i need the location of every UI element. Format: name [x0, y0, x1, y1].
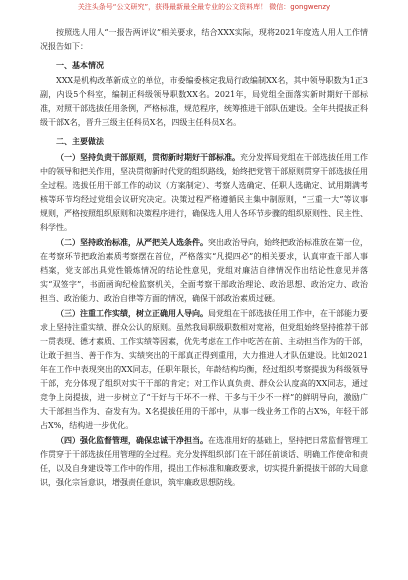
item-4-lead: （四）强化监督管理，确保忠诚干净担当。	[56, 435, 208, 445]
item-3-lead: （三）注重工作实绩，树立正确用人导向。	[56, 308, 208, 318]
document-body	[40, 26, 368, 490]
item-1-lead: （一）坚持负责干部原则，贯彻新时期好干部标准。	[56, 152, 240, 162]
section-1-heading: 一、基本情况	[56, 60, 104, 70]
top-banner: 关注头条号“公文研究”，获得最新最全最专业的公文资料库！ 微信：gongwenzy	[77, 3, 331, 11]
item-2-body: 突出政治导向，始终把政治标准放在第一位，在考察环节把政治素质考察摆在首位，严格落实“凡提四必”的相关要求，认真审查干部人事档案，党支部出具党性锻炼情况的结论性意见，党组对廉洁自律情况作出结论性意见并落实“双签字”，书面函询纪检监察机关，全面考察干部政治理论、政治思想、政治定力、政治担当、政治能力、政治自律等方面的情况，确保干部政治素质过硬。	[40, 238, 368, 303]
item-1	[40, 150, 368, 235]
item-2	[40, 235, 368, 306]
item-4-body: 在选准用好的基础上，坚持把日常监督管理工作贯穿于干部选拔任用管理的全过程。充分发挥组织部门在干部任前谈话、明确工作使命和责任，以及自身建设等工作中的作用，提出工作标准和廉政要求，切实提升新提拔干部的大局意识，强化宗旨意识，增强责任意识，筑牢廉政思想防线。	[40, 436, 368, 487]
item-2-lead: （二）坚持政治标准，从严把关人选条件。	[56, 237, 208, 247]
item-1-body: 充分发挥局党组在干部选拔任用工作中的领导和把关作用，坚决贯彻新时代党的组织路线，始终把党管干部原则贯穿干部选拔任用全过程。选拔任用干部工作的动议（方案制定）、考察人选确定、任职人选确定、试用期满考核等环节均经过党组会议研究决定。决策过程严格遵循民主集中制原则，“三重一大”等议事规则，严格按照组织原则和决策程序进行，确保选人用人各环节步骤的组织原则性、民主性、科学性。	[40, 153, 368, 232]
section-1-body: XXX是机构改革新成立的单位，市委编委核定我局行政编制XX名，其中领导职数为1正3副，内设5个科室，编制正科级领导职数XX名。2021年，局党组全面落实新时期好干部标准，对照干部选拔任用条例，严格标准，规范程序，统筹推进干部队伍建设。全年共提拔正科级干部X名，晋升三级主任科员X名，四级主任科员X名。	[40, 76, 368, 127]
item-4	[40, 433, 368, 490]
item-3-body: 局党组在干部选拔任用工作中，在干部能力要求上坚持注重实绩、群众公认的原则。虽然我局职级职数相对宽裕，但党组始终坚持推荐干部一贯表现、德才素质、工作实绩等因素，优先考虑在工作中吃苦在前、主动担当作为的干部，让敢于担当、善于作为、实绩突出的干部真正得到重用，大力推进人才队伍建设。比如2021年在工作中表现突出的XX同志，任职年限长，年龄结构均衡，经过组织考察提拔为科级领导干部，充分体现了组织对实干干部的肯定；对工作认真负责、群众公认度高的XX同志，通过竞争上岗提拔，进一步树立了“干好与干坏不一样、干多与干少不一样”的鲜明导向，激励广大干部担当作为、奋发有为。X名提拔任用的干部中，从事一线业务工作的占X%，年轻干部占X%，结构进一步优化。	[40, 309, 368, 430]
item-3	[40, 306, 368, 433]
intro-paragraph: 按照选人用人“一报告两评议”相关要求，结合XXX实际，现将2021年度选人用人工作情况报告如下：	[40, 28, 368, 51]
section-2-heading: 二、主要做法	[56, 136, 104, 146]
